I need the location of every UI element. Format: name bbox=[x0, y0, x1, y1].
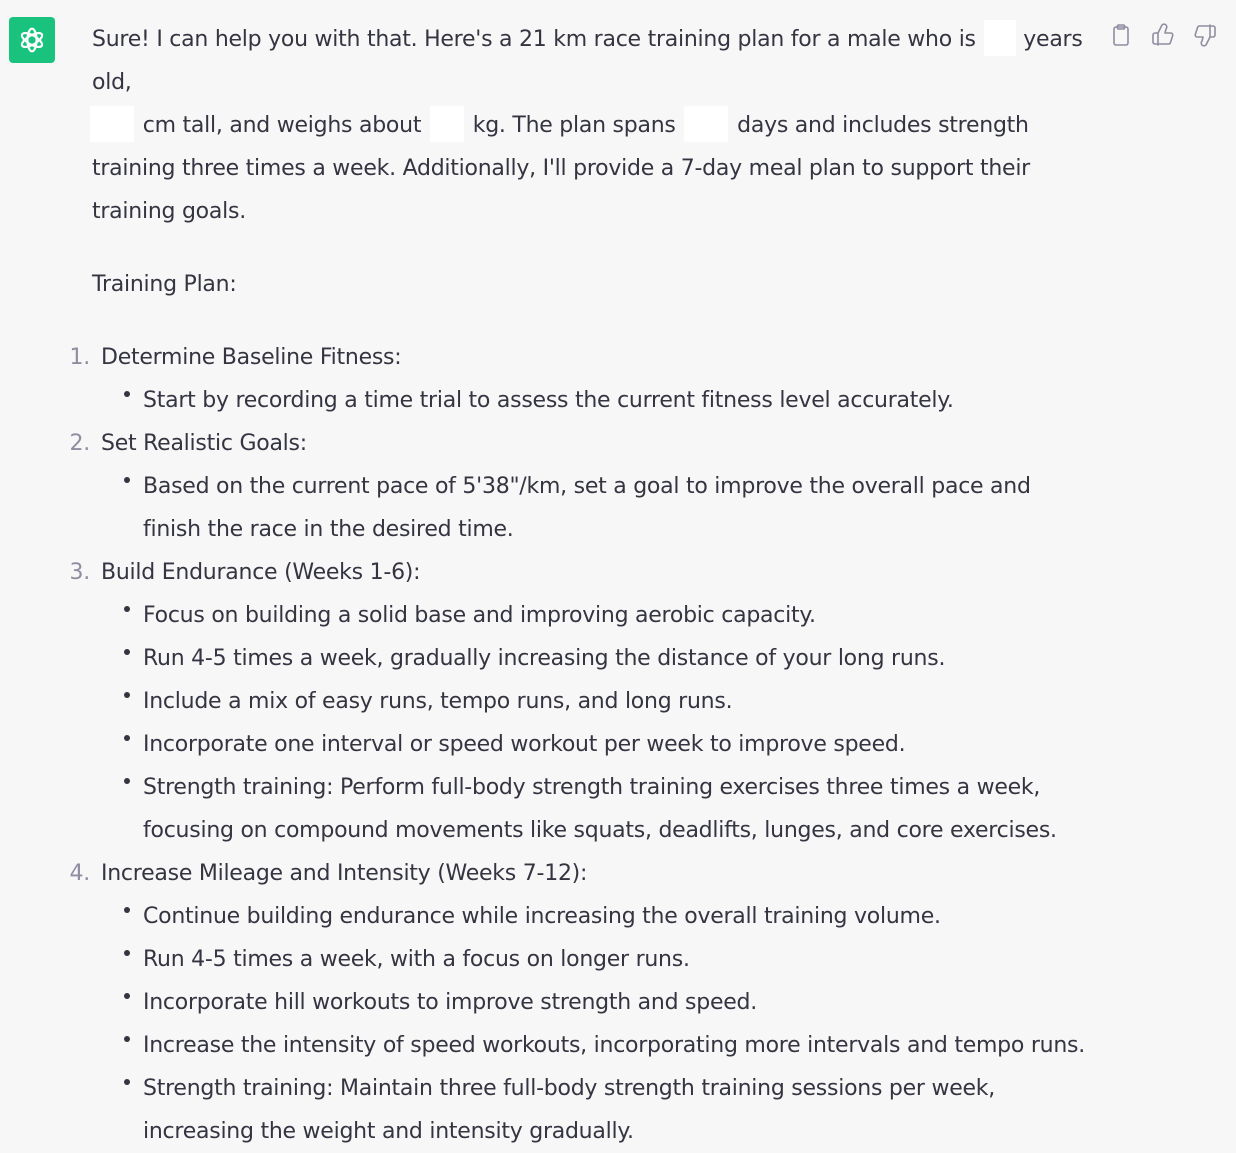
intro-text: cm tall, and weighs about bbox=[142, 113, 422, 138]
thumbs-down-icon bbox=[1193, 23, 1217, 47]
step-number: 2. bbox=[69, 431, 90, 456]
list-item: Focus on building a solid base and improving aerobic capacity. bbox=[101, 594, 1092, 637]
plan-step bbox=[69, 336, 1092, 422]
list-item: Start by recording a time trial to assess the current fitness level accurately. bbox=[101, 379, 1092, 422]
intro-text: kg. The plan spans bbox=[472, 113, 676, 138]
list-item: Include a mix of easy runs, tempo runs, and long runs. bbox=[101, 680, 1092, 723]
thumbs-up-button[interactable] bbox=[1150, 22, 1176, 48]
step-bullets bbox=[101, 594, 1092, 852]
plan-step bbox=[69, 551, 1092, 852]
openai-logo-icon bbox=[15, 23, 49, 57]
redacted-weight bbox=[430, 106, 464, 142]
list-item: Run 4-5 times a week, gradually increasing the distance of your long runs. bbox=[101, 637, 1092, 680]
step-number: 3. bbox=[69, 560, 90, 585]
plan-step bbox=[69, 852, 1092, 1153]
step-bullets bbox=[101, 895, 1092, 1153]
list-item: Increase the intensity of speed workouts, incorporating more intervals and tempo runs. bbox=[101, 1024, 1092, 1067]
list-item: Incorporate hill workouts to improve strength and speed. bbox=[101, 981, 1092, 1024]
section-title: Training Plan: bbox=[92, 272, 237, 297]
redacted-age bbox=[984, 20, 1016, 56]
training-plan-list bbox=[69, 336, 1092, 1153]
message-actions bbox=[1108, 22, 1218, 48]
redacted-height bbox=[90, 106, 134, 142]
step-number: 1. bbox=[69, 345, 90, 370]
intro-paragraph bbox=[92, 18, 1092, 233]
clipboard-icon bbox=[1109, 23, 1133, 47]
list-item: Continue building endurance while increasing the overall training volume. bbox=[101, 895, 1092, 938]
list-item: Strength training: Maintain three full-body strength training sessions per week, increasing the weight and intensity gradually. bbox=[101, 1067, 1092, 1153]
intro-text: Sure! I can help you with that. Here's a 21 km race training plan for a male who is bbox=[92, 27, 976, 52]
intro-text: years old, bbox=[92, 27, 1083, 95]
step-bullets bbox=[101, 465, 1092, 551]
assistant-message bbox=[69, 18, 1092, 1153]
thumbs-up-icon bbox=[1151, 23, 1175, 47]
list-item: Strength training: Perform full-body strength training exercises three times a week, focusing on compound movements like squats, deadlifts, lunges, and core exercises. bbox=[101, 766, 1092, 852]
step-number: 4. bbox=[69, 861, 90, 886]
copy-button[interactable] bbox=[1108, 22, 1134, 48]
plan-step bbox=[69, 422, 1092, 551]
step-title: Increase Mileage and Intensity (Weeks 7-12): bbox=[101, 861, 588, 886]
list-item: Based on the current pace of 5'38"/km, set a goal to improve the overall pace and finish the race in the desired time. bbox=[101, 465, 1092, 551]
list-item: Run 4-5 times a week, with a focus on longer runs. bbox=[101, 938, 1092, 981]
thumbs-down-button[interactable] bbox=[1192, 22, 1218, 48]
step-title: Set Realistic Goals: bbox=[101, 431, 307, 456]
redacted-days bbox=[684, 106, 728, 142]
step-title: Determine Baseline Fitness: bbox=[101, 345, 402, 370]
assistant-avatar bbox=[9, 17, 55, 63]
step-title: Build Endurance (Weeks 1-6): bbox=[101, 560, 421, 585]
list-item: Incorporate one interval or speed workout per week to improve speed. bbox=[101, 723, 1092, 766]
step-bullets bbox=[101, 379, 1092, 422]
intro-text: days and includes strength training three times a week. Additionally, I'll provide a 7-day meal plan to support their training goals. bbox=[92, 113, 1030, 224]
